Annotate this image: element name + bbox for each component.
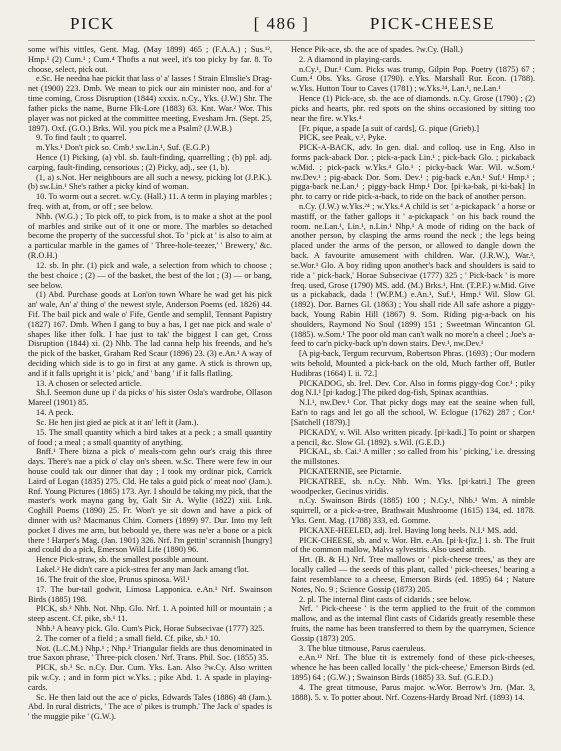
entry-paragraph: 17. The bur-tail godwit, Limosa Lapponica. e.An.¹ Nrf. Swainson Birds (1885) 198. — [28, 584, 272, 604]
entry-paragraph: PICKATERNIE, see Pictarnie. — [299, 466, 402, 476]
entry-paragraph: (1) Abd. Purchase goods at Lon'on town Whare he wad get his pick an' wale, An' a' thing o' the newest style, Anderson Poems (ed. 1826) 44. Fif. The bail pick and wale o' Fife, Gentle and semplil, Tennant Papistry (1827) 167. Dmb. When I gang to buy a has, I get nae pick and wale o' shapes like ither folk. I hae just to tak' the biggest I can get, Cross Disruption (1844) xi. (2) Nhb. The lad canna help his freends, and he's the pick of the basket, Graham Red Scaur (1896) 23. (3) e.An.¹ A way of deciding which side is to go in first at any game. A stick is thrown up, and if it falls upright it is ' pick,' and ' bang ' if it falls flatling. — [28, 290, 272, 378]
entry-paragraph: Hence Pik-ace, sb. the ace of spades. ?w.Cy. (Hall.) — [291, 45, 463, 54]
entry-paragraph: PICK, sb.³ Sc. n.Cy. Dur. Cum. Yks. Lan. Also ?w.Cy. Also written pik w.Cy. ; and in form pict w.Yks. ; pike Abd. 1. A spade in playing-cards. — [28, 663, 272, 692]
entry-paragraph: 2. A diamond in playing-cards. — [299, 54, 402, 64]
entry-paragraph: PICK-CHEESE, sb. and v. Wor. Hrt. e.An. [pi·k-tʃiz.] 1. sb. The fruit of the common mallow, Malva sylvestris. Also used attrib. — [291, 535, 535, 555]
entry-paragraph: Hence (1) Pick-ace, sb. the ace of diamonds. n.Cy. Grose (1790) ; (2) picks and hearts, phr. red spots on the shins occasioned by sitting too near the fire. w.Yks.⁴ — [291, 94, 535, 123]
entry-paragraph: 10. To worm out a secret. w.Cy. (Hall.) 11. A term in playing marbles ; freq. with at, from, or off ; see below. — [28, 192, 272, 211]
page-number: [ 486 ] — [253, 14, 310, 33]
entry-paragraph: Sh.I. Seemon dune up i' da picks o' his sister Osla's wardrobe, Ollason Mareel (1901) 85. — [28, 388, 272, 408]
entry-paragraph: 13. A chosen or selected article. — [36, 378, 142, 388]
running-head-left: PICK — [70, 14, 115, 33]
entry-paragraph: PICK, sb.² Nhb. Not. Nhp. Glo. Nrf. 1. A pointed hill or mountain ; a steep ascent. Cf. pike, sb.¹ 11. — [28, 604, 272, 624]
entry-paragraph: [A pig-back, Tergum recurvum, Robertson Phras. (1693) ; Our modern wits behold, Mounted a pick-back on the old, Much farther off, Butler Hudibras (1664) I. ii. 72.] — [291, 349, 535, 378]
entry-paragraph: 12. sb. In phr. (1) pick and wale, a selection from which to choose ; the best choice ; (2) — of the basket, the best of the lot ; (3) — or bang, see below. — [28, 260, 272, 290]
entry-paragraph: n.Cy. (J.W.) w.Yks.²⁴ ; w.Yks.⁴ A child is set ' a-pickapack ' a horse or mastiff, or the father gallops it ' a-pickapack ' on his back round the room. ne.Lan.¹, Lin.¹, n.Lin.¹ Nhp.¹ A mode of riding on the back of another person, by clasping the arms round the neck ; the legs being placed under the arms of the person, or allowed to dangle down the back. A favourite amusement with children. War. (J.R.W.), War.³, se.Wor.¹ Glo. A boy riding upon another's back and shoulders is said to ride a ' pick-back,' Horae Subsecivae (1777) 325 ; ' Pick-back ' is more freq. used, Grose (1790) MS. add. (M.) Brks.¹, Hnt. (T.P.F.) w.Mid. Give us a pickaback, dada ! (W.P.M.) e.An.¹, Suf.¹, Hmp.¹ Wil. Slow Gl. (1892). Dor. Barnes Gl. (1863) ; You shall ride All safe ashore a piggy-back, Young Rabin Hill (1867) 9. Som. Riding pig-a-back on his shoulders, Raymond No Soul (1899) 151 ; Sweetman Wincanton Gl. (1885). w.Som.¹ The poor old man can't walk no more'n a cheel ; Joe's a-feed to car'n picky-back up'n down stairs. Dev.¹, nw.Dev.¹ — [291, 202, 535, 349]
entry-paragraph: PICKATREE, sb. n.Cy. Nhb. Wm. Yks. [pi·katri.] The green woodpecker, Gecinus viridis. — [291, 476, 535, 496]
entry-paragraph: Hrt. (B. & H.) Nrf. Tree mallows or ' pick-cheese trees,' as they are locally called — the seeds of this plant, called ' pick-cheeses,' bearing a faint resemblance to a cheese, Emerson Birds (ed. 1895) 64 ; Nature Notes, No. 9 ; Science Gossip (1873) 205. — [291, 555, 535, 594]
entry-paragraph: Not. (L.C.M.) Nhp.¹ ; Nhp.² Triangular fields are thus denominated in true Saxon phrase, ' Three-pick closen.' Nrf. Trans. Phil. Soc. (1855) 35. — [28, 643, 272, 663]
entry-paragraph: Nrf. ' Pick-cheese ' is the term applied to the fruit of the common mallow, and as the internal flint casts of Cidarids greatly resemble these fruits, the name has been transferred to them by the quarrymen, Science Gossip (1873) 205. — [291, 604, 535, 643]
entry-paragraph: e.An.¹² Nrf. The blue tit is extremely fond of these pick-cheeses, whence he has been called locally ' the pick-cheese,' Emerson Birds (ed. 1895) 64 ; (G.W.) ; Swainson Birds (1885) 33. Suf. (G.E.D.) — [291, 653, 535, 682]
entry-paragraph: PICKAXE-HEELED, adj. Irel. Having long heels. N.I.¹ MS. add. — [299, 525, 518, 535]
entry-paragraph: 16. The fruit of the sloe, Prunus spinosa. Wil.¹ — [36, 574, 190, 584]
entry-paragraph: 2. The corner of a field ; a small field. Cf. pike, sb.¹ 10. — [36, 633, 221, 643]
entry-paragraph: PICKADOG, sb. Irel. Dev. Cor. Also in forms piggy-dog Cor.¹ ; piky dog N.I.¹ [pi·kadog.] The piked dog-fish, Spinax acanthias. — [291, 378, 535, 398]
entry-paragraph: m.Yks.¹ Don't pick so. Cmb.¹ sw.Lin.¹, Suf. (E.G.P.) — [36, 143, 210, 153]
right-column — [291, 45, 535, 722]
entry-paragraph: PICKADY, v. Wil. Also written picady. [pi·kadi.] To point or sharpen a pencil, &c. Slow Gl. (1892). s.Wil. (G.E.D.) — [291, 427, 535, 447]
entry-paragraph: [Fr. pique, a spade [a suit of cards], G. pique (Grieb).] — [299, 123, 480, 133]
left-column — [28, 45, 272, 722]
two-column-body — [28, 45, 535, 722]
entry-paragraph: 3. The blue titmouse, Parus caeruleus. — [299, 643, 426, 653]
entry-paragraph: PICK, see Peak, v.², Pyke. — [299, 133, 387, 143]
entry-paragraph: N.I.¹, nw.Dev.¹ Cor. That picky dogs may eat the seaine when full, Eat'n to rags and let go all the school, W. Eclogue (1762) 287 ; Cor.¹ [Satchell (1879).] — [291, 398, 535, 427]
entry-paragraph: 15. The small quantity which a bird takes at a peck ; a small quantity of food ; a meal ; a small quantity of anything. — [28, 427, 272, 447]
entry-paragraph: 2. pl. The internal flint casts of cidarids ; see below. — [299, 594, 472, 604]
entry-paragraph: e.Sc. He needna hae pickit that lass o' a' lasses ! Strain Elmslie's Drag-net (1900) 223. Dmb. We mean to pick our ain minister noo, and for a' time coming, Cross Disruption (1844) xxxix. n.Cy., Yks. (J.W.) Shr. The father picks the name, Burne Flk-Lore (1883) 63. Knt. War.² Wor. This player was not picked at the committee meeting, Evesham Jrn. (Sept. 25, 1897). Oxf. (G.O.) Brks. Wil. you pick me a Psalm? (J.W.B.) — [28, 74, 272, 133]
entry-paragraph: Hence Pick-straw, sb. the smallest possible amount. — [36, 555, 209, 565]
page-header — [28, 10, 535, 41]
entry-paragraph: (1, a) s.Not. Her neighbours are all such a newsy, picking lot (J.P.K.). (b) sw.Lin.¹ She's rather a picky kind of woman. — [28, 172, 272, 192]
entry-paragraph: Sc. He then laid out the ace o' picks, Edwards Tales (1886) 48 (Jam.). Abd. In rural districts, ' The ace o' pikes is trumph.' The Jack o' spades is ' the muggie pike ' (G.W.). — [28, 692, 272, 722]
entry-paragraph: 9. To find fault ; to quarrel. — [36, 133, 127, 143]
entry-paragraph: n.Cy.¹, Dur.¹ Cum. Picks was trump, Gilpin Pop. Poetry (1875) 67 ; Cum.⁴ Obs. Yks. Grose (1790). e.Yks. Marshall Rur. Econ. (1788). w.Yks. Hutton Tour to Caves (1781) ; w.Yks.²⁴, Lan.¹, ne.Lan.¹ — [291, 64, 535, 94]
running-head-right: PICK-CHEESE — [369, 14, 495, 33]
entry-paragraph: Nhb.¹ A heavy pick. Glo. Cum's Pick, Horae Subsecivae (1777) 325. — [36, 623, 265, 633]
entry-paragraph: Sc. He hen jist gied ae pick at it an' left it (Jam.). — [36, 417, 199, 427]
entry-paragraph: Nhb. (W.G.) ; To pick off, to pick from, is to make a shot at the pool of marbles and strike out of it one or more. The marbles so detached become the property of the successful shot. To ' pick at ' is also to aim at a particular marble in the games of ' Three-hole-teezer,' ' Brewery,' &c. (R.O.H.) — [28, 211, 272, 261]
entry-paragraph: Hence (1) Picking, (a) vbl. sb. fault-finding, quarrelling ; (b) ppl. adj. carping, fault-finding, censorious ; (2) Picky, adj., see (1, b). — [28, 152, 272, 172]
entry-paragraph: Bnff.¹ There bizna a pick o' meals-corn gehn our's craig this three days. There's nae a pick o' clay on's sheen. w.Sc. There were few in our house could tak our dinner that day ; I took my ordinar pick, Carrick Laird of Logan (1835) 275. Cld. He taks a guid pick o' meat noo' (Jam.). Rnf. Young Pictures (1865) 173. Ayr. I should be taking my pick, that the master's work mayna gang by, Galt Sir A. Wylie (1822) xiii. Lnk. Coghill Poems (1890) 25. Fr. Won't ye sit down and have a pick of dinner with us? Macmanus Chim. Corners (1899) 97. Dur. Into my left pocket I dives me arm, but bebould ye, there was ne'er a bone or a pick there ! Harper's Mag. (Jan. 1901) 326. Nrf. I'm gettin' scrannish [hungry] and could do a pick, Emerson Wild Life (1890) 96. — [28, 447, 272, 555]
entry-paragraph: some wi'his vittles, Gent. Mag. (May 1899) 465 ; (F.A.A.) ; Sus.¹², Hmp.¹ (2) Cum.¹ ; Cum.⁴ Thofts a nut weel, it's too picky by far. 8. To choose, select, pick out. — [28, 45, 272, 74]
entry-paragraph: Lakel.² He didn't care a pick-strea fer any man Jack amang t'lot. — [36, 565, 249, 575]
entry-paragraph: PICK-A-BACK, adv. In gen. dial. and colloq. use in Eng. Also in forms pack-aback Dor. ; pick-a-pack Lin.¹ ; pick-back Glo. ; pickaback w.Mid. ; pick-pack w.Yks.⁴ Glo.¹ ; picky-back War. Wil. w.Som.¹ nw.Dev.¹ ; pig-aback Dor. Som. Dev.¹ ; pig-back e.An.¹ Suf.¹ Hmp.¹ ; pigga-back ne.Lan.¹ ; piggy-back Hmp.¹ Dor. [pi·kə-bak, pi·ki-bak] In phr. to carry or ride pick-a-back, to ride on the back of another person. — [291, 143, 535, 202]
entry-paragraph: n.Cy. Swainson Birds (1885) 100 ; N.Cy.¹, Nhb.¹ Wm. A nimble squirrell, or a pick-a-tree, Brathwait Mushroome (1615) 134, ed. 1878. Yks. Gent. Mag. (1788) 333, ed. Gomme. — [291, 496, 535, 525]
entry-paragraph: 4. The great titmouse, Parus major. w.Wor. Berrow's Jrn. (Mar. 3, 1888). 5. v. To potter about. Nrf. Cozens-Hardy Broad Nrf. (1893) 14. — [291, 682, 535, 702]
entry-paragraph: 14. A peck. — [36, 408, 74, 418]
entry-paragraph: PICKAL, sb. Cai.¹ A miller ; so called from his ' picking,' i.e. dressing the millstones. — [291, 447, 535, 467]
